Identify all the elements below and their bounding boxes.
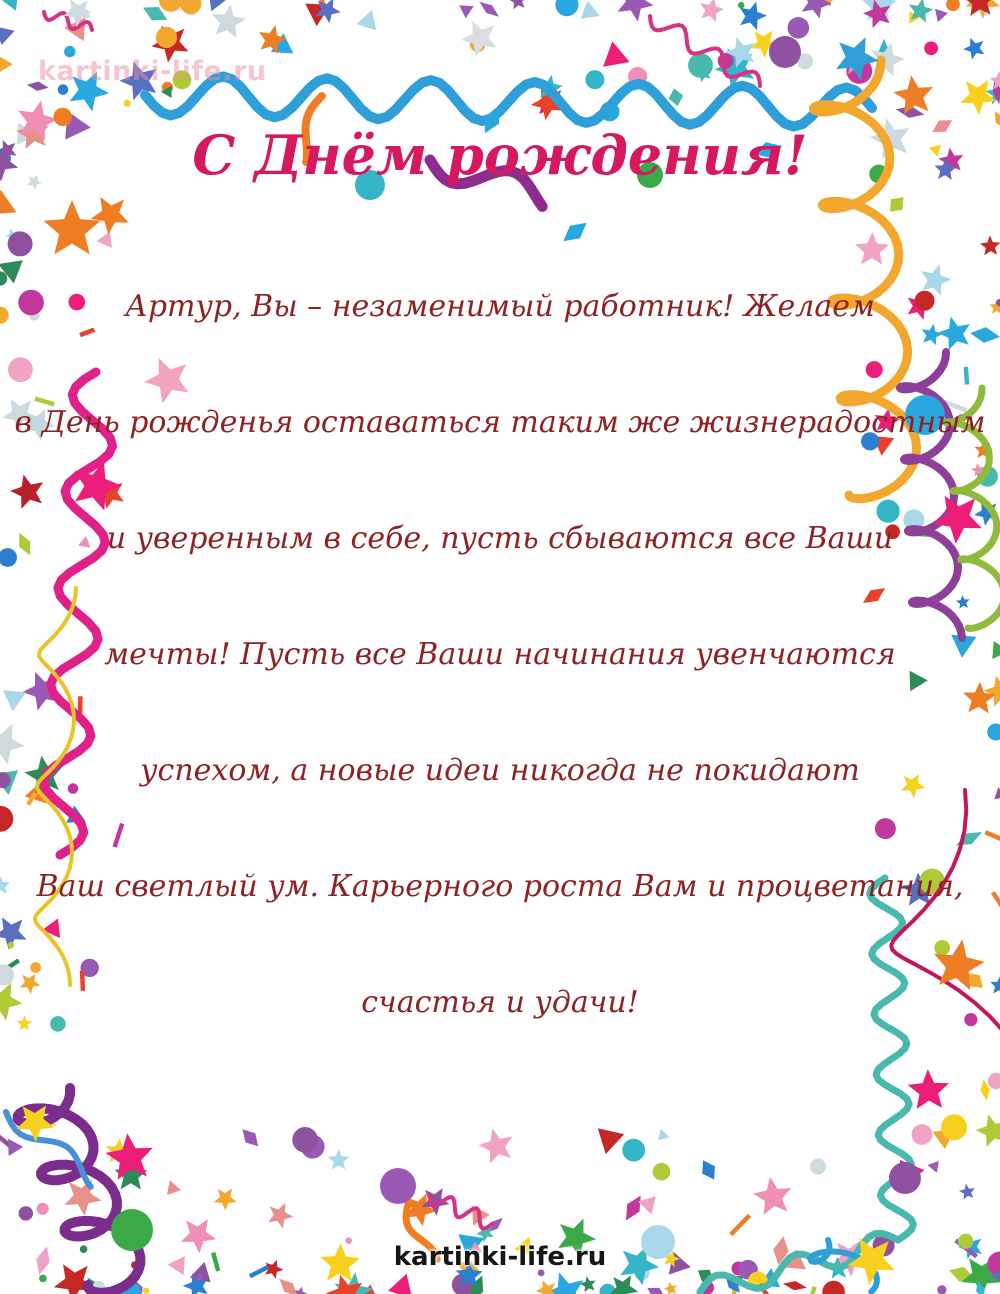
greeting-text (0, 289, 1000, 1104)
greeting-line-3: и уверенным в себе, пусть сбываются все Ваши (106, 521, 894, 556)
greeting-line-5: успехом, а новые идеи никогда не покидают (140, 753, 860, 788)
greeting-line-2: в День рожденья оставаться таким же жизнерадостным (14, 405, 986, 440)
greeting-line-7: счастья и удачи! (361, 985, 639, 1020)
card-title: С Днём рождения! (192, 123, 808, 187)
greeting-line-1: Артур, Вы – незаменимый работник! Желаем (125, 289, 875, 324)
watermark-top-left: kartinki-life.ru (38, 56, 267, 87)
greeting-line-6: Ваш светлый ум. Карьерного роста Вам и процветания, (36, 869, 964, 904)
greeting-line-4: мечты! Пусть все Ваши начинания увенчаются (104, 637, 896, 672)
watermark-bottom: kartinki-life.ru (393, 1242, 607, 1272)
